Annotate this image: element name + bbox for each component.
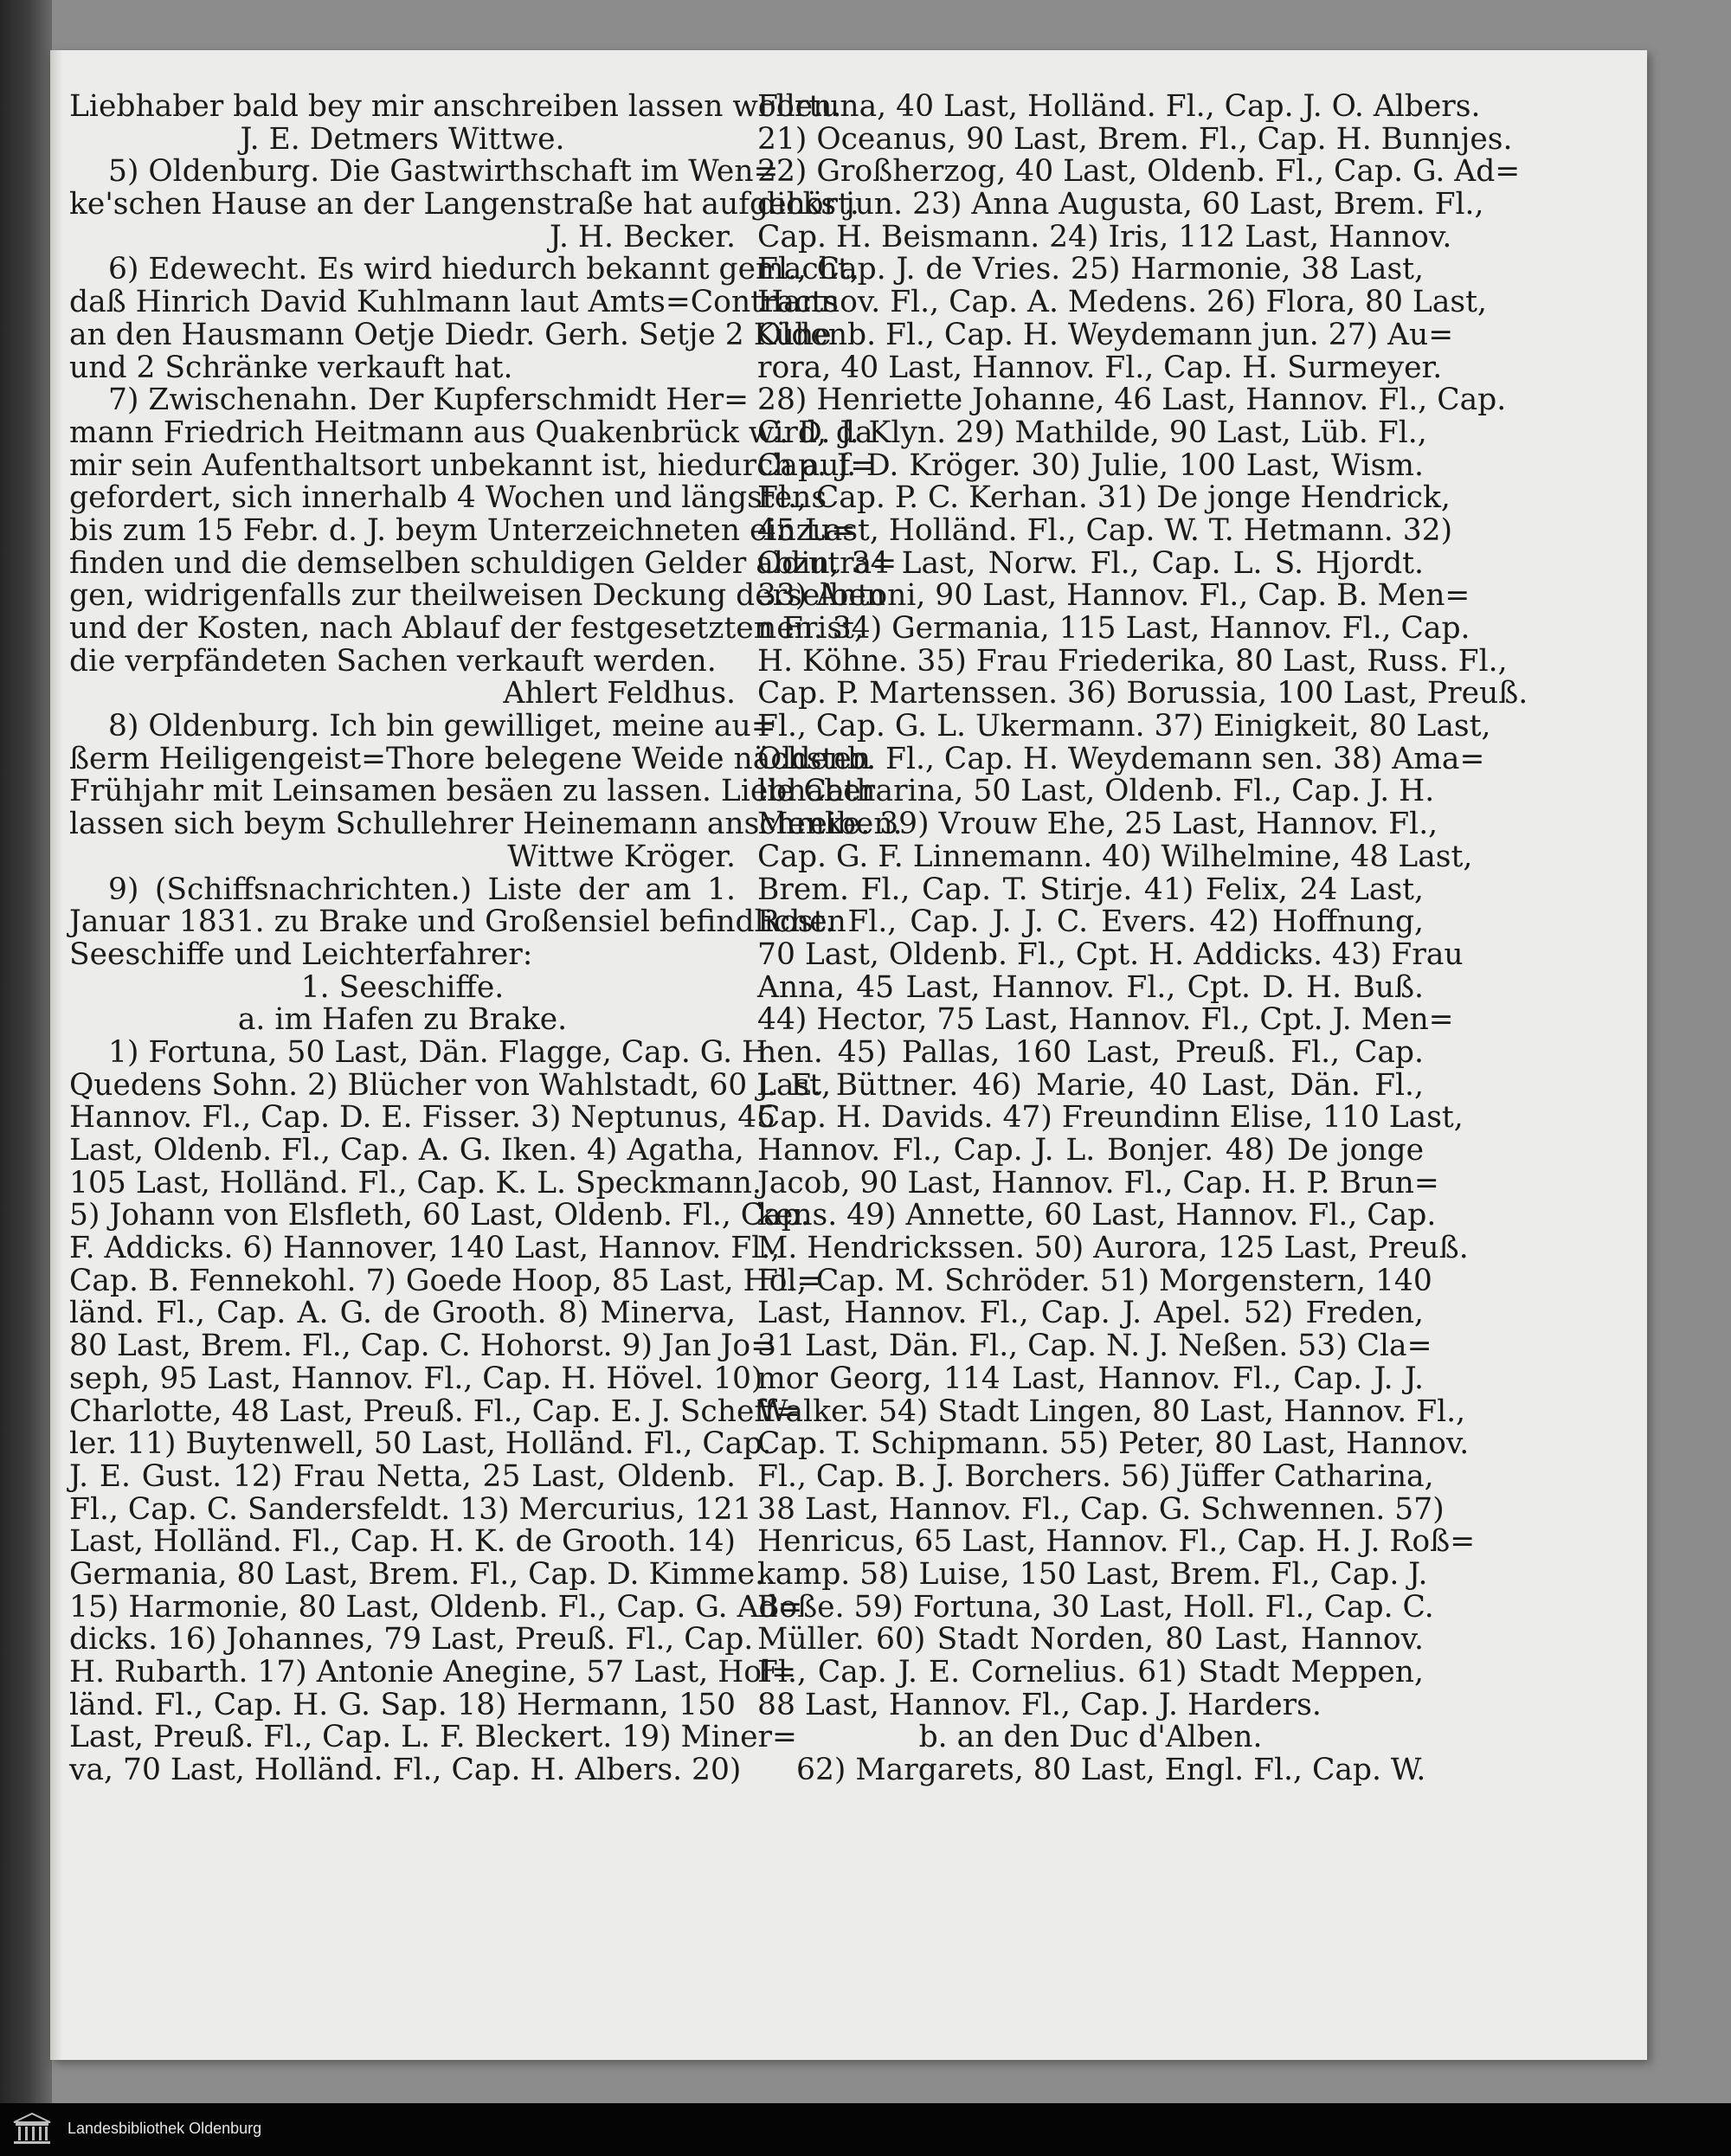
text-line: Fl., Cap. P. C. Kerhan. 31) De jonge Hendrick,: [757, 480, 1451, 516]
text-line: kens. 49) Annette, 60 Last, Hannov. Fl., Cap.: [757, 1198, 1437, 1233]
text-line: Oldenb. Fl., Cap. H. Weydemann jun. 27) Au=: [757, 317, 1454, 352]
text-line: Januar 1831. zu Brake und Großensiel befindlichen: [69, 904, 846, 940]
text-line: Liebhaber bald bey mir anschreiben lassen wollen.: [69, 89, 842, 124]
text-line: a. im Hafen zu Brake.: [237, 1002, 568, 1038]
text-line: dicks. 16) Johannes, 79 Last, Preuß. Fl., Cap.: [69, 1622, 754, 1657]
text-line: Last, Holländ. Fl., Cap. H. K. de Grooth. 14): [69, 1524, 736, 1560]
text-line: lie Catharina, 50 Last, Oldenb. Fl., Cap. J. H.: [757, 774, 1435, 809]
text-line: Cap. H. Davids. 47) Freundinn Elise, 110 Last,: [757, 1100, 1464, 1136]
text-line: H. Köhne. 35) Frau Friederika, 80 Last, Russ. Fl.,: [757, 643, 1508, 679]
text-line: lassen sich beym Schullehrer Heinemann anschreiben.: [69, 807, 903, 842]
text-line: J. E. Büttner. 46) Marie, 40 Last, Dän. Fl.,: [757, 1067, 1424, 1103]
text-line: 88 Last, Hannov. Fl., Cap. J. Harders.: [757, 1687, 1322, 1722]
text-line: J. E. Detmers Wittwe.: [240, 121, 565, 157]
text-line: Müller. 60) Stadt Norden, 80 Last, Hannov.: [757, 1622, 1424, 1657]
text-line: J. H. Becker.: [549, 219, 736, 254]
text-line: Cap. G. F. Linnemann. 40) Wilhelmine, 48 Last,: [757, 839, 1473, 874]
text-line: Fl., Cap. C. Sandersfeldt. 13) Mercurius, 121: [69, 1491, 752, 1527]
text-line: M. Hendrickssen. 50) Aurora, 125 Last, Preuß.: [757, 1231, 1469, 1266]
text-line: 33) Antoni, 90 Last, Hannov. Fl., Cap. B. Men=: [757, 578, 1470, 614]
text-line: ßerm Heiligengeist=Thore belegene Weide nächsten: [69, 741, 872, 776]
text-line: 80 Last, Brem. Fl., Cap. C. Hohorst. 9) Jan Jo=: [69, 1329, 776, 1364]
text-line: 22) Großherzog, 40 Last, Oldenb. Fl., Cap. G. Ad=: [757, 154, 1521, 190]
text-line: 105 Last, Holländ. Fl., Cap. K. L. Speckmann.: [69, 1165, 762, 1200]
text-line: und 2 Schränke verkauft hat.: [69, 350, 513, 385]
text-line: 38 Last, Hannov. Fl., Cap. G. Schwennen. 57): [757, 1491, 1445, 1527]
text-line: 5) Johann von Elsfleth, 60 Last, Oldenb. Fl., Cap.: [69, 1198, 810, 1233]
text-line: Ahlert Feldhus.: [503, 676, 736, 711]
text-line: an den Hausmann Oetje Diedr. Gerh. Setje 2 Kühe: [69, 317, 832, 352]
text-line: finden und die demselben schuldigen Gelder abzutra=: [69, 545, 898, 581]
text-line: Jacob, 90 Last, Hannov. Fl., Cap. H. P. Brun=: [757, 1165, 1439, 1200]
right-text-column: [757, 89, 1528, 1788]
text-line: 31 Last, Dän. Fl., Cap. N. J. Neßen. 53) Cla=: [757, 1329, 1432, 1364]
text-line: Cap. P. Martenssen. 36) Borussia, 100 Last, Preuß.: [757, 676, 1528, 711]
text-line: 1. Seeschiffe.: [300, 969, 505, 1005]
text-line: H. Rubarth. 17) Antonie Anegine, 57 Last, Hol=: [69, 1655, 796, 1689]
text-line: Germania, 80 Last, Brem. Fl., Cap. D. Kimme.: [69, 1556, 765, 1592]
text-line: 15) Harmonie, 80 Last, Oldenb. Fl., Cap. G. Ad=: [69, 1589, 803, 1625]
text-line: va, 70 Last, Holländ. Fl., Cap. H. Albers. 20): [69, 1753, 742, 1788]
text-line: Hannov. Fl., Cap. D. E. Fisser. 3) Neptunus, 45: [69, 1100, 776, 1136]
text-line: und der Kosten, nach Ablauf der festgesetzten Frist,: [69, 611, 864, 646]
text-line: rora, 40 Last, Hannov. Fl., Cap. H. Surmeyer.: [757, 350, 1443, 385]
text-line: b. an den Duc d'Alben.: [918, 1720, 1263, 1755]
text-line: Menke. 39) Vrouw Ehe, 25 Last, Hannov. Fl.,: [757, 807, 1438, 842]
text-line: Fl., Cap. G. L. Ukermann. 37) Einigkeit, 80 Last,: [757, 709, 1491, 744]
text-line: Rost. Fl., Cap. J. J. C. Evers. 42) Hoffnung,: [757, 904, 1424, 940]
text-line: 6) Edewecht. Es wird hiedurch bekannt gemacht,: [108, 252, 859, 287]
text-line: Last, Preuß. Fl., Cap. L. F. Bleckert. 19) Miner=: [69, 1720, 797, 1755]
text-line: seph, 95 Last, Hannov. Fl., Cap. H. Hövel. 10): [69, 1361, 763, 1396]
text-line: mann Friedrich Heitmann aus Quakenbrück wird, da: [69, 415, 873, 450]
text-line: J. E. Gust. 12) Frau Netta, 25 Last, Oldenb.: [69, 1458, 736, 1494]
text-line: Fortuna, 40 Last, Holländ. Fl., Cap. J. O. Albers.: [757, 89, 1481, 124]
text-line: Charlotte, 48 Last, Preuß. Fl., Cap. E. J. Scheff=: [69, 1393, 801, 1429]
text-line: Hannov. Fl., Cap. A. Medens. 26) Flora, 80 Last,: [757, 285, 1487, 320]
text-line: 70 Last, Oldenb. Fl., Cpt. H. Addicks. 43) Frau: [757, 936, 1464, 972]
text-line: kamp. 58) Luise, 150 Last, Brem. Fl., Cap. J.: [757, 1556, 1428, 1592]
text-line: Oldenb. Fl., Cap. H. Weydemann sen. 38) Ama=: [757, 741, 1485, 776]
text-line: 5) Oldenburg. Die Gastwirthschaft im Wen=: [108, 154, 779, 190]
text-line: C. D. J. Klyn. 29) Mathilde, 90 Last, Lüb. Fl.,: [757, 415, 1427, 450]
library-building-icon: [10, 2112, 54, 2146]
text-line: 8) Oldenburg. Ich bin gewilliget, meine au=: [108, 709, 776, 744]
text-line: Fl., Cap. M. Schröder. 51) Morgenstern, 140: [757, 1263, 1432, 1298]
text-line: Last, Oldenb. Fl., Cap. A. G. Iken. 4) Agatha,: [69, 1133, 744, 1168]
text-line: Fl., Cap. J. de Vries. 25) Harmonie, 38 Last,: [757, 252, 1424, 287]
text-line: Cap. J. D. Kröger. 30) Julie, 100 Last, Wism.: [757, 447, 1424, 483]
scan-background-left: [0, 0, 52, 2103]
text-line: Cap. B. Fennekohl. 7) Goede Hoop, 85 Last, Hol=: [69, 1263, 822, 1298]
text-line: dicks jun. 23) Anna Augusta, 60 Last, Brem. Fl.,: [757, 187, 1484, 222]
text-line: mor Georg, 114 Last, Hannov. Fl., Cap. J. J.: [757, 1361, 1424, 1396]
text-line: nen. 34) Germania, 115 Last, Hannov. Fl., Cap.: [757, 611, 1470, 646]
text-line: gefordert, sich innerhalb 4 Wochen und längstens: [69, 480, 827, 516]
text-line: Brem. Fl., Cap. T. Stirje. 41) Felix, 24 Last,: [757, 872, 1424, 907]
text-line: Odin, 34 Last, Norw. Fl., Cap. L. S. Hjordt.: [757, 545, 1424, 581]
text-line: 62) Margarets, 80 Last, Engl. Fl., Cap. W.: [796, 1753, 1426, 1788]
library-name: Landesbibliothek Oldenburg: [68, 2120, 262, 2137]
text-line: 9) (Schiffsnachrichten.) Liste der am 1.: [108, 872, 736, 907]
text-line: länd. Fl., Cap. H. G. Sap. 18) Hermann, 150: [69, 1687, 736, 1722]
text-line: Seeschiffe und Leichterfahrer:: [69, 936, 533, 972]
text-line: bis zum 15 Febr. d. J. beym Unterzeichneten einzu=: [69, 512, 857, 548]
text-line: Fl., Cap. J. E. Cornelius. 61) Stadt Meppen,: [757, 1655, 1424, 1689]
text-line: Wittwe Kröger.: [507, 839, 736, 874]
text-line: Fl., Cap. B. J. Borchers. 56) Jüffer Catharina,: [757, 1458, 1434, 1494]
text-line: Frühjahr mit Leinsamen besäen zu lassen. Liebhaber: [69, 774, 876, 809]
text-line: Anna, 45 Last, Hannov. Fl., Cpt. D. H. Buß.: [757, 969, 1424, 1005]
text-line: 21) Oceanus, 90 Last, Brem. Fl., Cap. H. Bunnjes.: [757, 121, 1513, 157]
text-line: Last, Hannov. Fl., Cap. J. Apel. 52) Freden,: [757, 1296, 1424, 1331]
text-line: 1) Fortuna, 50 Last, Dän. Flagge, Cap. G. H.: [108, 1034, 778, 1070]
text-line: Cap. T. Schipmann. 55) Peter, 80 Last, Hannov.: [757, 1426, 1470, 1462]
text-line: mir sein Aufenthaltsort unbekannt ist, hiedurch auf=: [69, 447, 876, 483]
left-text-column: [69, 89, 903, 1788]
text-line: die verpfändeten Sachen verkauft werden.: [69, 643, 717, 679]
text-line: nen. 45) Pallas, 160 Last, Preuß. Fl., Cap.: [757, 1034, 1424, 1070]
text-line: ler. 11) Buytenwell, 50 Last, Holländ. Fl., Cap.: [69, 1426, 772, 1462]
text-line: gen, widrigenfalls zur theilweisen Deckung derselben: [69, 578, 886, 614]
text-line: ke'schen Hause an der Langenstraße hat aufgehört.: [69, 187, 859, 222]
text-line: Quedens Sohn. 2) Blücher von Wahlstadt, 60 Last,: [69, 1067, 832, 1103]
text-line: 44) Hector, 75 Last, Hannov. Fl., Cpt. J. Men=: [757, 1002, 1454, 1038]
text-line: 45 Last, Holländ. Fl., Cap. W. T. Hetmann. 32): [757, 512, 1453, 548]
text-line: daß Hinrich David Kuhlmann laut Amts=Contracts: [69, 285, 839, 320]
text-line: Hannov. Fl., Cap. J. L. Bonjer. 48) De jonge: [757, 1133, 1424, 1168]
text-line: 7) Zwischenahn. Der Kupferschmidt Her=: [108, 383, 750, 418]
text-line: Cap. H. Beismann. 24) Iris, 112 Last, Hannov.: [757, 219, 1452, 254]
text-line: 28) Henriette Johanne, 46 Last, Hannov. Fl., Cap.: [757, 383, 1507, 418]
text-line: länd. Fl., Cap. A. G. de Grooth. 8) Minerva,: [69, 1296, 736, 1331]
text-line: Walker. 54) Stadt Lingen, 80 Last, Hannov. Fl.,: [757, 1393, 1466, 1429]
text-line: Boße. 59) Fortuna, 30 Last, Holl. Fl., Cap. C.: [757, 1589, 1434, 1625]
viewer-footer-bar: [0, 2103, 1731, 2156]
text-line: F. Addicks. 6) Hannover, 140 Last, Hannov. Fl.,: [69, 1231, 781, 1266]
page-edge-shadow: [50, 50, 62, 2060]
text-line: Henricus, 65 Last, Hannov. Fl., Cap. H. J. Roß=: [757, 1524, 1476, 1560]
